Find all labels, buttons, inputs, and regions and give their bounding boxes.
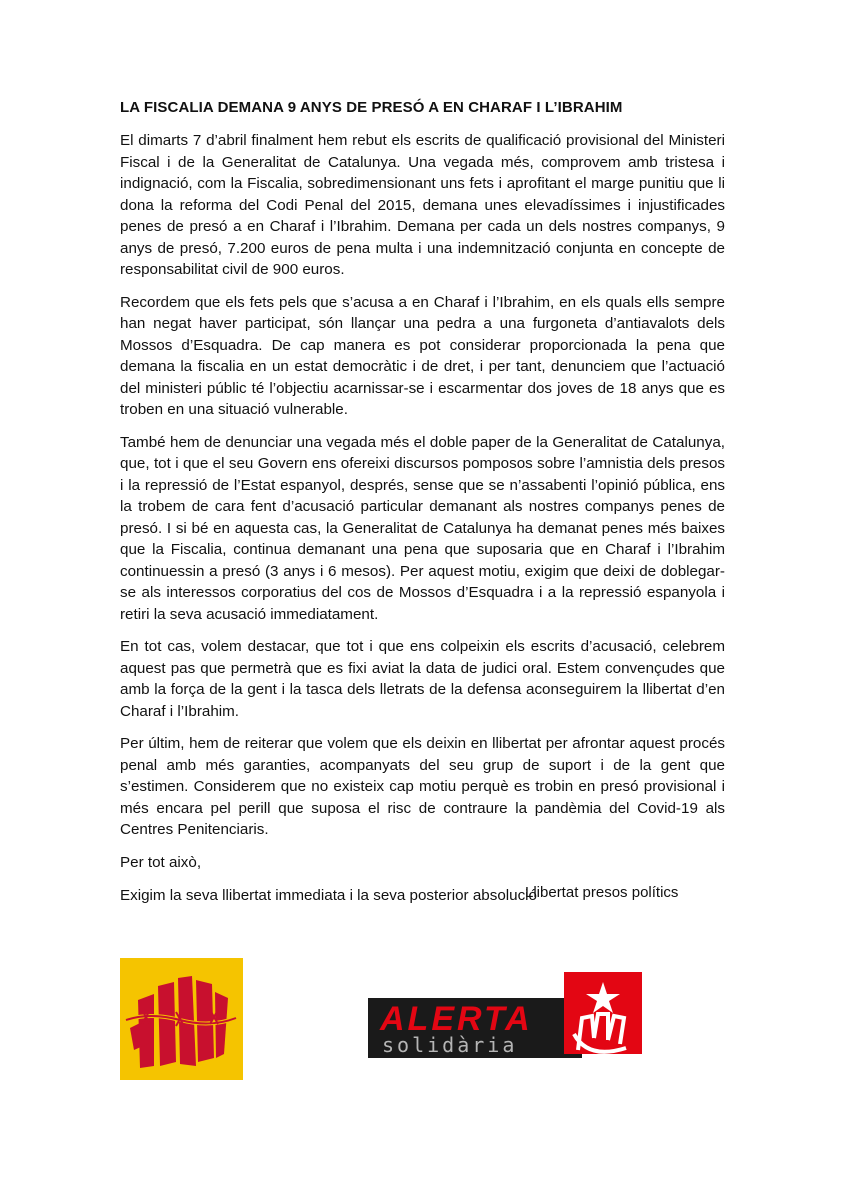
paragraph-4: En tot cas, volem destacar, que tot i que ens colpeixin els escrits d’acusació, celebrem aquest pas que permetrà que es fixi aviat la data de judici oral. Estem convençudes que amb la força de la gent i la tasca dels lletrats de la defensa aconseguirem la llibertat d’en Charaf i l’Ibrahim.	[120, 638, 725, 720]
logo-word-solidaria: solidària	[382, 1033, 518, 1057]
alerta-solidaria-logo	[368, 968, 644, 1076]
paragraph-6: Per tot això,	[120, 853, 202, 871]
paragraph-2: Recordem que els fets pels que s’acusa a en Charaf i l’Ibrahim, en els quals ells sempre han negat haver participat, són llançar una pedra a una furgoneta d’antiavalots dels Mossos d’Esquadra. De cap manera es pot considerar proporcionada la pena que demana la fiscalia en un estat democràtic i de dret, i per tant, denunciem que l’actuació del ministeri públic té l’objectiu acarnissar-se i escarmentar dos joves de 18 anys que es troben en una situació vulnerable.	[120, 293, 725, 418]
document-body	[120, 98, 725, 918]
barbed-wire-bars-logo	[120, 958, 243, 1080]
paragraph-7: Exigim la seva llibertat immediata i la seva posterior absolució	[120, 887, 537, 904]
signature: Llibertat presos polítics	[525, 884, 679, 901]
document-title: LA FISCALIA DEMANA 9 ANYS DE PRESÓ A EN CHARAF I L’IBRAHIM	[120, 99, 623, 116]
paragraph-1: El dimarts 7 d’abril finalment hem rebut els escrits de qualificació provisional del Ministeri Fiscal i de la Generalitat de Catalunya. Una vegada més, comprovem amb tristesa i indignació, com la Fiscalia, sobredimensionant uns fets i aprofitant el marge punitiu que li dona la reforma del Codi Penal del 2015, demana unes elevadíssimes i injustificades penes de presó a en Charaf i l’Ibrahim. Demana per cada un dels nostres companys, 9 anys de presó, 7.200 euros de pena multa i una indemnització conjunta en concepte de responsabilitat civil de 900 euros.	[120, 132, 725, 278]
paragraph-3: També hem de denunciar una vegada més el doble paper de la Generalitat de Catalunya, que, tot i que el seu Govern ens ofereixi discursos pomposos sobre l’amnistia dels presos i la repressió de l’Estat espanyol, després, sense que se n’assabenti l’opinió pública, ens la trobem de cara fent d’acusació particular demanant als nostres companys penes de presó. I si bé en aquesta cas, la Generalitat de Catalunya ha demanat penes més baixes que la Fiscalia, continua demanant una pena que suposaria que en Charaf i l’Ibrahim continuessin a presó (3 anys i 6 mesos). Per aquest motiu, exigim que deixi de doblegar-se als interessos corporatius del cos de Mossos d’Esquadra i a la repressió espanyola i retiri la seva acusació immediatament.	[120, 433, 725, 623]
logo-word-alerta: ALERTA	[380, 1000, 533, 1038]
paragraph-5: Per últim, hem de reiterar que volem que els deixin en llibertat per afrontar aquest procés penal amb més garanties, acompanyats del seu grup de suport i de la gent que s’estimen. Considerem que no existeix cap motiu perquè es trobin en presó provisional i més encara pel perill que suposa el risc de contraure la pandèmia del Covid-19 als Centres Penitenciaris.	[120, 735, 725, 838]
